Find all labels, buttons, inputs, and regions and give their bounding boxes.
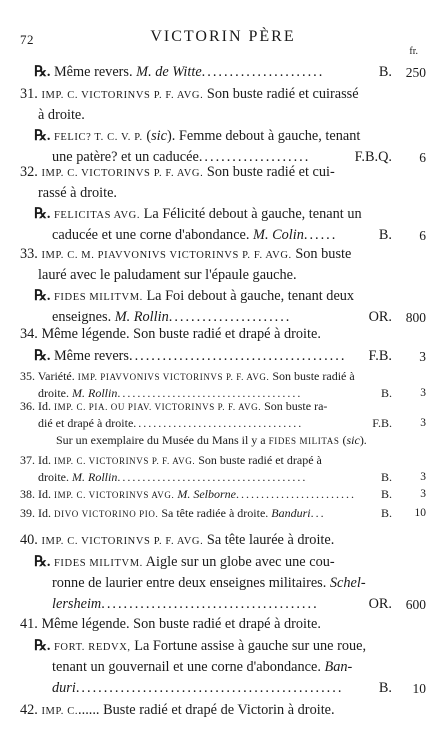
legend-inscription: IMP. C. VICTORINVS P. F. AVG. — [41, 536, 204, 547]
description-text: à droite. — [38, 107, 85, 123]
description-text: La Fortune assise à gauche sur une roue, — [130, 638, 367, 654]
reverse-entry — [34, 636, 426, 699]
description-text: Sur un exemplaire du Musée du Mans il y a — [56, 433, 269, 447]
description-text: Son buste ra- — [261, 399, 328, 413]
description-text: dié et drapé à droite — [38, 416, 134, 430]
reverse-entry — [34, 204, 426, 246]
description-text: 41. Même légende. Son buste radié et drapé à droite. — [20, 616, 321, 632]
leader-dots: ..................................... — [117, 386, 303, 400]
legend-inscription: IMP. C. VICTORINVS P. F. AVG. — [41, 168, 204, 179]
leader-dots: .................... — [198, 149, 311, 165]
description-text: Sa tête laurée à droite. — [203, 532, 335, 548]
page-header — [0, 26, 446, 48]
grade-label: B. — [376, 62, 392, 83]
grade-label: OR. — [366, 594, 392, 615]
leader-dots: ...................... — [168, 309, 292, 325]
page-number: 72 — [20, 32, 34, 47]
legend-inscription: FORT. REDVX, — [53, 642, 131, 653]
entry-text — [52, 596, 319, 612]
entry-line — [34, 657, 426, 678]
value-francs: 10 — [396, 505, 426, 522]
collection-name: M. de Witte — [136, 64, 202, 80]
entry-text — [20, 702, 335, 718]
description-text: 35. Variété. — [20, 369, 78, 383]
entry-line — [20, 469, 426, 486]
entry-text — [20, 487, 356, 501]
entry-line — [20, 432, 426, 449]
entry-text — [52, 575, 366, 591]
grade-label: B. — [378, 469, 392, 486]
entry-line — [20, 700, 426, 721]
leader-dots: ................................................ — [75, 680, 344, 696]
grade-label: OR. — [366, 307, 392, 328]
value-francs: 250 — [396, 62, 426, 83]
reverse-entry — [34, 552, 426, 615]
collection-name: M. Rollin — [114, 309, 169, 325]
legend-inscription: FIDES MILITAS — [268, 436, 340, 446]
grade-label: F.B.Q. — [352, 147, 392, 168]
value-francs: 3 — [396, 469, 426, 486]
catalogue-entry — [20, 530, 426, 551]
catalogue-entry — [20, 162, 426, 204]
entry-line — [34, 225, 426, 246]
entry-text — [52, 659, 352, 675]
entry-line — [20, 486, 426, 503]
catalogue-entry — [20, 614, 426, 635]
description-text: ...... Buste radié et drapé de Victorin à droite. — [78, 702, 335, 718]
entry-text — [38, 185, 117, 201]
grade-label: B. — [378, 505, 392, 522]
catalogue-entry — [20, 452, 426, 486]
entry-text — [56, 433, 367, 447]
description-text: tenant un gouvernail et une corne d'abondance. — [52, 659, 325, 675]
value-francs: 3 — [396, 486, 426, 503]
collection-name: M. Rollin — [72, 386, 118, 400]
entry-line — [20, 324, 426, 345]
description-text: 42. — [20, 702, 42, 718]
description-text: La Foi debout à gauche, tenant deux — [142, 288, 355, 304]
description-text: 37. Id. — [20, 453, 54, 467]
entry-text — [52, 680, 343, 696]
leader-dots: ...................................... — [117, 470, 308, 484]
entry-line — [20, 244, 426, 265]
value-francs: 3 — [396, 346, 426, 367]
entry-line — [34, 552, 426, 573]
legend-inscription: IMP. C. PIA. OU PIAV. VICTORINVS P. F. AVG. — [54, 402, 262, 412]
legend-inscription: FELIC? T. C. V. P. — [53, 132, 143, 143]
legend-inscription: IMP. C. VICTORINVS P. F. AVG. — [41, 90, 204, 101]
description-text: ( — [142, 128, 152, 144]
description-text: 34. Même légende. Son buste radié et drapé à droite. — [20, 326, 321, 342]
collection-name: lersheim — [52, 596, 102, 612]
entry-text — [34, 128, 360, 144]
description-text: Son buste radié et drapé à — [195, 453, 322, 467]
entry-line — [20, 398, 426, 415]
reverse-symbol: ℞. — [34, 554, 54, 570]
entry-text — [20, 506, 326, 520]
reverse-symbol: ℞. — [34, 206, 54, 222]
legend-inscription: IMP. C. VICTORINVS AVG. — [54, 490, 175, 500]
leader-dots: ........................ — [235, 487, 356, 501]
entry-line — [20, 162, 426, 183]
reverse-entry — [34, 346, 426, 367]
entry-line — [34, 573, 426, 594]
reverse-entry — [34, 62, 426, 83]
description-text: ). Femme debout à gauche, tenant — [167, 128, 361, 144]
entry-text — [34, 288, 354, 304]
entry-line — [20, 415, 426, 432]
description-text: droite. — [38, 386, 72, 400]
entry-text — [52, 309, 291, 325]
entry-text — [20, 369, 355, 383]
description-text: 40. — [20, 532, 42, 548]
entry-text — [34, 348, 346, 364]
description-text: Même revers — [53, 348, 129, 364]
entry-text — [20, 453, 322, 467]
legend-inscription: DIVO VICTORINO PIO. — [54, 509, 159, 519]
reverse-symbol: ℞. — [34, 348, 54, 364]
entry-text — [20, 164, 335, 180]
catalogue-entry — [20, 244, 426, 286]
description-text: 36. Id. — [20, 399, 54, 413]
leader-dots: ...... — [303, 227, 338, 243]
entry-text — [34, 206, 362, 222]
reverse-symbol: ℞. — [34, 638, 54, 654]
description-text: rassé à droite. — [38, 185, 117, 201]
collection-name: M. Rollin — [72, 470, 118, 484]
catalogue-entry — [20, 486, 426, 503]
leader-dots: .................................. — [133, 416, 304, 430]
legend-inscription: IMP. C. VICTORINVS P. F. AVG. — [54, 456, 196, 466]
entry-line — [20, 265, 426, 286]
entry-line — [34, 286, 426, 307]
catalogue-entry — [20, 368, 426, 402]
entry-line — [20, 84, 426, 105]
entry-text — [20, 616, 321, 632]
catalogue-entry — [20, 505, 426, 522]
entry-line — [20, 183, 426, 204]
value-francs: 6 — [396, 225, 426, 246]
description-text: Son buste — [291, 246, 352, 262]
entry-text — [34, 64, 324, 80]
entry-text — [38, 416, 303, 430]
description-text: 32. — [20, 164, 42, 180]
collection-name: sic — [346, 433, 360, 447]
value-francs: 600 — [396, 594, 426, 615]
grade-label: B. — [376, 225, 392, 246]
leader-dots: ....................................... — [101, 596, 319, 612]
entry-text — [34, 554, 335, 570]
description-text: 33. — [20, 246, 42, 262]
entry-text — [38, 470, 307, 484]
description-text: Sa tête radiée à droite. — [158, 506, 272, 520]
description-text: 38. Id. — [20, 487, 54, 501]
collection-name: Banduri — [271, 506, 311, 520]
leader-dots: ... — [310, 506, 326, 520]
grade-label: B. — [378, 486, 392, 503]
entry-line — [20, 368, 426, 385]
grade-label: B. — [376, 678, 392, 699]
legend-inscription: IMP. C. — [41, 706, 79, 717]
entry-text — [20, 86, 359, 102]
catalogue-entry — [20, 84, 426, 126]
description-text: Son buste radié et cui- — [203, 164, 335, 180]
description-text: enseignes. — [52, 309, 115, 325]
description-text: Même revers. — [53, 64, 137, 80]
collection-name: M. Colin — [253, 227, 304, 243]
entry-line — [34, 62, 426, 83]
description-text: 31. — [20, 86, 42, 102]
entry-line — [34, 204, 426, 225]
value-column-label: fr. — [409, 46, 418, 57]
entry-line — [34, 678, 426, 699]
value-francs: 3 — [396, 415, 426, 432]
reverse-symbol: ℞. — [34, 128, 54, 144]
description-text: une patère? et un caducée — [52, 149, 199, 165]
entry-line — [34, 636, 426, 657]
collection-name: Schel- — [329, 575, 366, 591]
entry-text — [52, 227, 337, 243]
leader-dots: ...................... — [201, 64, 325, 80]
note-entry — [20, 432, 426, 449]
description-text: Son buste radié à — [269, 369, 355, 383]
entry-line — [34, 346, 426, 367]
grade-label: F.B. — [366, 346, 393, 367]
entry-text — [20, 399, 327, 413]
description-text: ). — [359, 433, 367, 447]
entry-text — [20, 532, 334, 548]
value-francs: 800 — [396, 307, 426, 328]
entry-line — [34, 594, 426, 615]
grade-label: F.B. — [369, 415, 392, 432]
description-text: Son buste radié et cuirassé — [203, 86, 359, 102]
value-francs: 6 — [396, 147, 426, 168]
description-text: ( — [339, 433, 347, 447]
entry-line — [20, 530, 426, 551]
description-text: 39. Id. — [20, 506, 54, 520]
collection-name: M. Selborne — [177, 487, 236, 501]
description-text: Aigle sur un globe avec une cou- — [142, 554, 335, 570]
entry-line — [34, 126, 426, 147]
reverse-symbol: ℞. — [34, 64, 54, 80]
legend-inscription: FIDES MILITVM. — [53, 558, 143, 569]
value-francs: 3 — [396, 385, 426, 402]
leader-dots: ....................................... — [129, 348, 347, 364]
entry-line — [20, 614, 426, 635]
legend-inscription: FELICITAS AVG. — [53, 210, 141, 221]
reverse-symbol: ℞. — [34, 288, 54, 304]
legend-inscription: FIDES MILITVM. — [53, 292, 143, 303]
entry-text — [38, 267, 297, 283]
collection-name: sic — [151, 128, 167, 144]
running-head: VICTORIN PÈRE — [150, 28, 296, 45]
collection-name: duri — [52, 680, 76, 696]
catalogue-entry — [20, 700, 426, 721]
description-text: caducée et une corne d'abondance. — [52, 227, 254, 243]
entry-text — [38, 107, 85, 123]
legend-inscription: IMP. C. M. PIAVVONIVS VICTORINVS P. F. AVG. — [41, 250, 292, 261]
entry-line — [20, 505, 426, 522]
entry-text — [34, 638, 366, 654]
entry-line — [20, 452, 426, 469]
entry-text — [20, 246, 351, 262]
entry-text — [20, 326, 321, 342]
catalogue-entry — [20, 398, 426, 432]
description-text: ronne de laurier entre deux enseignes militaires. — [52, 575, 330, 591]
collection-name: Ban- — [324, 659, 353, 675]
entry-line — [20, 105, 426, 126]
value-francs: 10 — [396, 678, 426, 699]
description-text: La Félicité debout à gauche, tenant un — [140, 206, 362, 222]
catalogue-entry — [20, 324, 426, 345]
description-text: droite. — [38, 470, 72, 484]
grade-label: B. — [378, 385, 392, 402]
legend-inscription: IMP. PIAVVONIVS VICTORINVS P. F. AVG. — [77, 372, 270, 382]
reverse-entry — [34, 286, 426, 328]
description-text: lauré avec le paludament sur l'épaule gauche. — [38, 267, 297, 283]
